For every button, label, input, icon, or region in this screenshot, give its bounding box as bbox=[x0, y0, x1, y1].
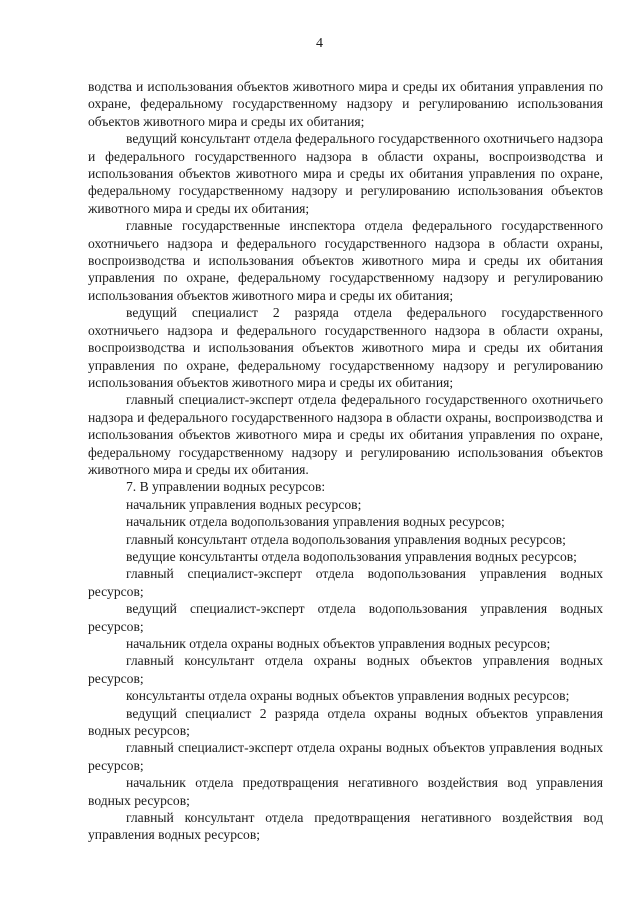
list-item: главный консультант отдела водопользования управления водных ресурсов; bbox=[126, 531, 566, 547]
list-item: главный консультант отдела предотвращения негативного воздействия вод управления водных ресурсов; bbox=[88, 810, 603, 843]
list-item: главный консультант отдела охраны водных объектов управления водных ресурсов; bbox=[88, 653, 603, 686]
list-item: ведущий специалист 2 разряда отдела охраны водных объектов управления водных ресурсов; bbox=[88, 705, 603, 739]
paragraph: ведущий специалист 2 разряда отдела федерального государственного охотничьего надзора и федерального государственного надзора в области охраны, воспроизводства и использования объектов животного мира и среды их обитания управления по охране, федеральному государственному надзору и регулированию использования объектов животного мира и среды их обитания; bbox=[88, 305, 603, 390]
list-item: начальник управления водных ресурсов; bbox=[126, 496, 362, 512]
list-item: начальник отдела предотвращения негативного воздействия вод управления водных ресурсов; bbox=[88, 775, 603, 808]
list-item: главный специалист-эксперт отдела охраны водных объектов управления водных ресурсов; bbox=[88, 740, 603, 773]
list-item: начальник отдела водопользования управления водных ресурсов; bbox=[126, 514, 505, 530]
paragraph: ведущий консультант отдела федерального государственного охотничьего надзора и федерального государственного надзора в области охраны, воспроизводства и использования объектов животного мира и среды их обитания управления по охране, федеральному государственному надзору и регулированию использования объектов животного мира и среды их обитания; bbox=[88, 131, 603, 216]
paragraph: главные государственные инспектора отдела федерального государственного охотничьего надзора и федерального государственного надзора в области охраны, воспроизводства и использования объектов животного мира и среды их обитания управления по охране, федеральному государственному надзору и регулированию использования объектов животного мира и среды их обитания; bbox=[88, 218, 603, 303]
list-item: начальник отдела охраны водных объектов управления водных ресурсов; bbox=[126, 636, 551, 651]
paragraph: главный специалист-эксперт отдела федерального государственного охотничьего надзора и федерального государственного надзора в области охраны, воспроизводства и использования объектов животного мира и среды их обитания управления по охране, федеральному государственному надзору и регулированию использования объектов животного мира и среды их обитания. bbox=[88, 392, 603, 477]
list-item: ведущие консультанты отдела водопользования управления водных ресурсов; bbox=[126, 548, 577, 564]
list-item: ведущий специалист-эксперт отдела водопользования управления водных ресурсов; bbox=[88, 601, 603, 634]
list-item: главный специалист-эксперт отдела водопользования управления водных ресурсов; bbox=[88, 566, 603, 599]
page-number: 4 bbox=[316, 36, 323, 51]
list-item: консультанты отдела охраны водных объектов управления водных ресурсов; bbox=[126, 688, 570, 704]
document-body bbox=[88, 78, 603, 844]
section-heading: 7. В управлении водных ресурсов: bbox=[126, 479, 326, 495]
paragraph: водства и использования объектов животного мира и среды их обитания управления по охране, федеральному государственному надзору и регулированию использования объектов животного мира и среды их обитания; bbox=[88, 79, 603, 129]
